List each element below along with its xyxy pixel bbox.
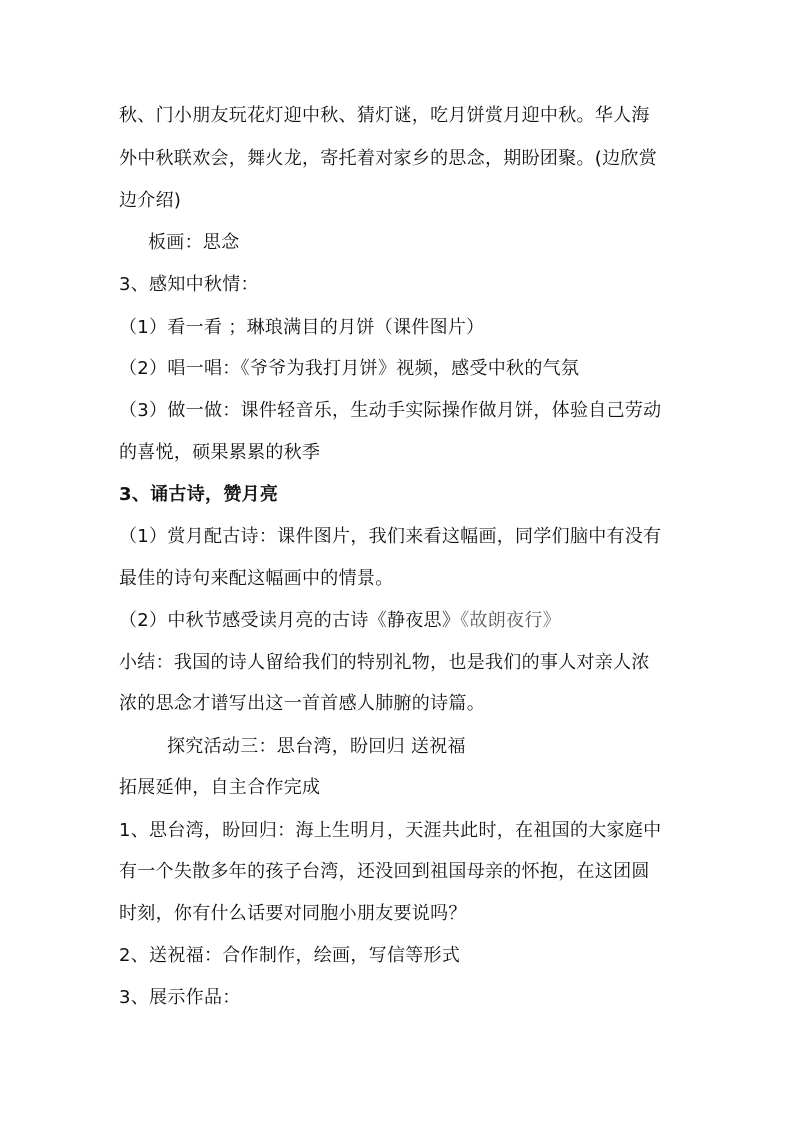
list-item: （3）做一做：课件轻音乐，生动手实际操作做月饼，体验自己劳动	[119, 400, 662, 421]
list-item: （1）赏月配古诗：课件图片，我们来看这幅画，同学们脑中有没有	[119, 526, 662, 547]
poem-reference: （2）中秋节感受读月亮的古诗《静夜思》	[119, 610, 461, 631]
paragraph-line: 最佳的诗句来配这幅画中的情景。	[119, 568, 394, 589]
section-heading-bold: 3、诵古诗，赞月亮	[119, 484, 279, 505]
paragraph-line: 的喜悦，硕果累累的秋季	[119, 442, 321, 463]
paragraph-line: 拓展延伸，自主合作完成	[119, 777, 321, 798]
paragraph-line: 边介绍)	[119, 190, 182, 211]
list-item: 1、思台湾，盼回归：海上生明月，天涯共此时，在祖国的大家庭中	[119, 820, 662, 841]
paragraph-line: 有一个失散多年的孩子台湾，还没回到祖国母亲的怀抱，在这团圆	[119, 861, 650, 882]
list-item: （1）看一看 ；琳琅满目的月饼（课件图片）	[119, 317, 485, 338]
paragraph-line: 秋、门小朋友玩花灯迎中秋、猜灯谜，吃月饼赏月迎中秋。华人海	[119, 105, 650, 126]
poem-reference-secondary: 《故朗夜行》	[460, 610, 561, 631]
list-item: （2）唱一唱：《爷爷为我打月饼》视频，感受中秋的气氛	[119, 358, 580, 379]
summary-line: 小结：我国的诗人留给我们的特别礼物，也是我们的事人对亲人浓	[119, 652, 650, 673]
paragraph-line: 浓的思念才谱写出这一首首感人肺腑的诗篇。	[119, 693, 485, 714]
activity-heading: 探究活动三：思台湾，盼回归 送祝福	[167, 736, 466, 757]
section-heading: 3、感知中秋情：	[119, 274, 259, 295]
list-item: 3、展示作品：	[119, 987, 241, 1008]
blackboard-note: 板画：思念	[148, 232, 240, 253]
list-item: 2、送祝福：合作制作，绘画，写信等形式	[119, 945, 461, 966]
paragraph-line: 外中秋联欢会，舞火龙，寄托着对家乡的思念，期盼团聚。(边欣赏	[119, 148, 658, 169]
list-item	[119, 608, 561, 634]
paragraph-line: 时刻，你有什么话要对同胞小朋友要说吗？	[119, 903, 467, 924]
